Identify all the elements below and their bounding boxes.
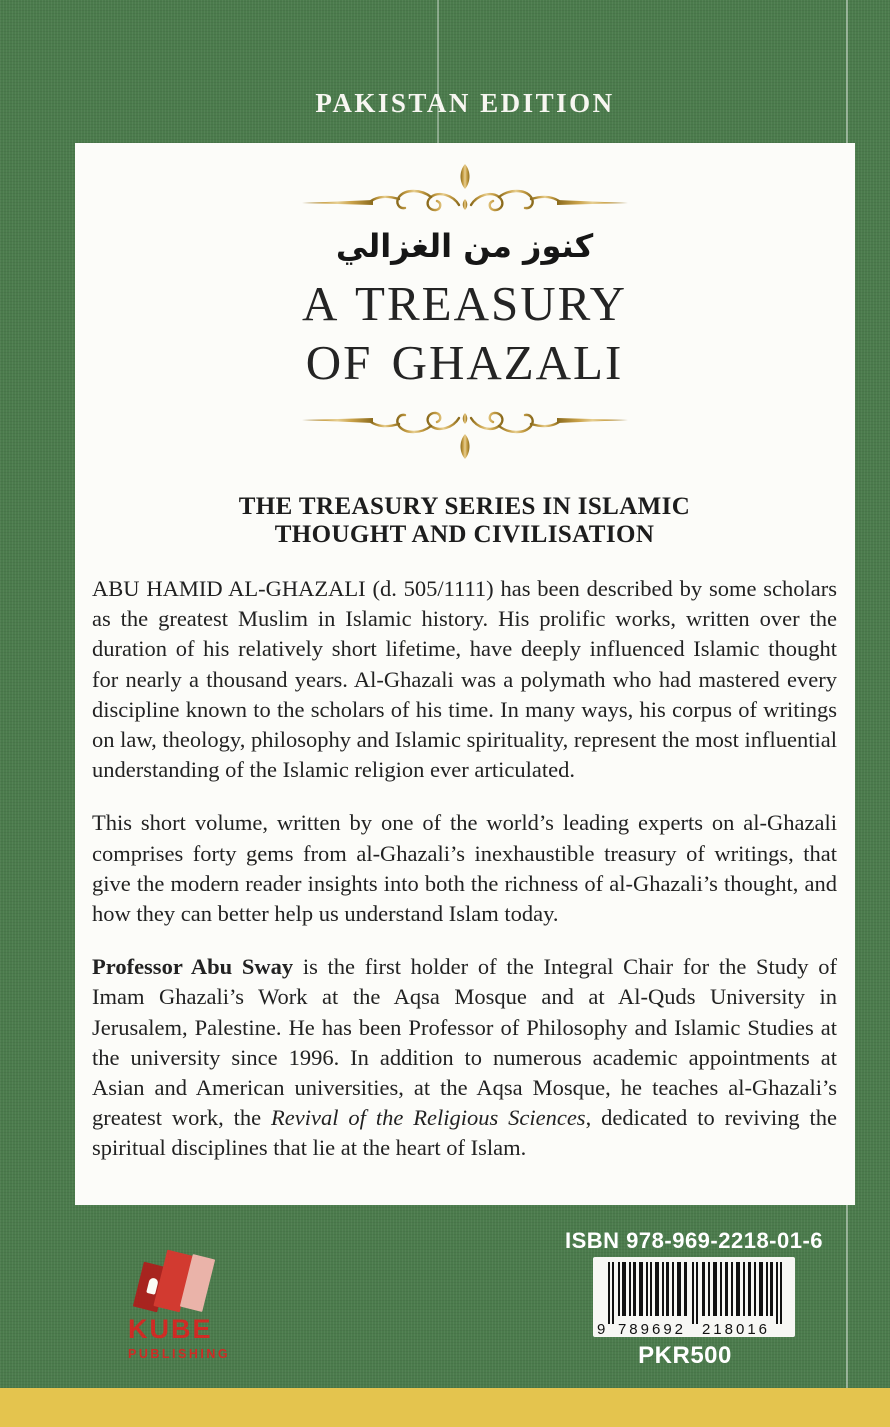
gold-flourish-top-icon <box>92 163 837 221</box>
kube-books-icon <box>134 1250 226 1310</box>
price-label: PKR500 <box>638 1342 732 1369</box>
publisher-name: KUBE <box>128 1314 213 1344</box>
isbn-number: ISBN 978-969-2218-01-6 <box>565 1228 824 1253</box>
series-heading <box>92 493 837 549</box>
book-title <box>92 274 837 392</box>
bottom-yellow-band <box>0 1388 890 1427</box>
publisher-logo <box>128 1250 248 1361</box>
author-name: Professor Abu Sway <box>92 954 294 980</box>
barcode-digits-group2: 218016 <box>701 1321 771 1337</box>
barcode-digits-group1: 789692 <box>617 1321 687 1337</box>
blurb-paragraph-2: This short volume, written by one of the world’s leading experts on al-Ghazali comprises forty gems from al-Ghazali’s inexhaustible treasury of writings, that give the modern reader insights into both the richness of al-Ghazali’s thought, and how they can better help us understand Islam today. <box>92 810 837 927</box>
blurb-paragraph-1: ABU HAMID AL-GHAZALI (d. 505/1111) has been described by some scholars as the greatest Muslim in Islamic history. His prolific works, written over the duration of his relatively short lifetime, have deeply influenced Islamic thought for nearly a thousand years. Al-Ghazali was a polymath who had mastered every discipline known to the scholars of his time. In many ways, his corpus of writings on law, theology, philosophy and Islamic spirituality, represent the most influential understanding of the Islamic religion ever articulated. <box>92 576 837 783</box>
series-heading-line-2: THOUGHT AND CIVILISATION <box>274 521 655 548</box>
book-reference-italic: Revival of the Religious Sciences <box>271 1105 586 1131</box>
barcode-bars-icon <box>594 1259 794 1337</box>
series-heading-line-1: THE TREASURY SERIES IN ISLAMIC <box>238 493 691 520</box>
author-bio-text-end: , dedicated to reviving the spiritual disciplines that lie at the heart of Islam. <box>92 1105 838 1161</box>
cover-crease-line <box>437 0 439 146</box>
white-text-panel <box>75 143 855 1205</box>
barcode <box>593 1257 795 1337</box>
arabic-calligraphy-title: كنوز من الغزالي <box>335 227 594 265</box>
blurb-paragraph-3 <box>92 952 837 1163</box>
gold-flourish-bottom-icon <box>92 402 837 466</box>
barcode-digit-left: 9 <box>597 1321 606 1337</box>
book-title-line-1: A TREASURY <box>302 276 627 331</box>
author-bio-text: is the first holder of the Integral Chair for the Study of Imam Ghazali’s Work at the Aqsa Mosque and at Al-Quds University in Jerusalem, Palestine. He has been Professor of Philosophy and Islamic Studies at the university since 1996. In addition to numerous academic appointments at Asian and American universities, at the Aqsa Mosque, he teaches al-Ghazali’s greatest work, the <box>92 954 837 1131</box>
blurb-text <box>92 574 837 1164</box>
edition-label: PAKISTAN EDITION <box>315 88 615 118</box>
publisher-subtitle: PUBLISHING <box>128 1347 231 1361</box>
book-title-line-2: OF GHAZALI <box>305 335 624 390</box>
